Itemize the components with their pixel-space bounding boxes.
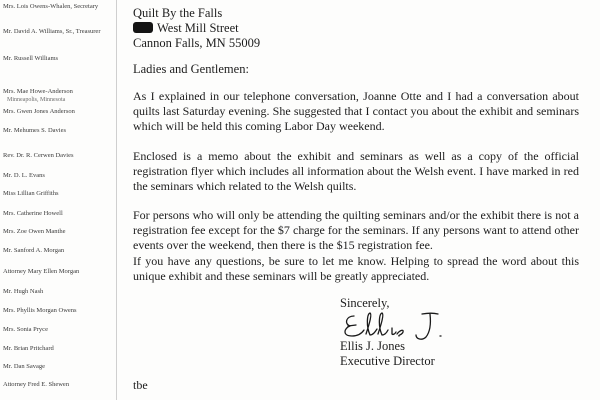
roster-entry: [3, 152, 113, 160]
roster-entry: [3, 210, 113, 218]
handwritten-signature: [340, 308, 450, 342]
roster-name: Mrs. Zoe Owen Manthe: [3, 228, 66, 235]
recipient-address: [133, 6, 260, 51]
roster-entry: [3, 28, 113, 36]
roster-entry: [3, 172, 113, 180]
roster-entry: [3, 345, 113, 353]
roster-name: Mrs. Gwen Jones Anderson: [3, 108, 75, 115]
roster-name: Mr. Mehumes S. Davies: [3, 127, 67, 134]
roster-entry: [3, 127, 113, 135]
roster-name: Mrs. Lois Owens-Whalen, Secretary: [3, 3, 99, 10]
roster-entry: [3, 55, 113, 63]
roster-name: Attorney Mary Ellen Morgan: [3, 268, 80, 275]
roster-name: Mrs. Mae Howe-Anderson: [3, 88, 73, 95]
roster-entry: [3, 268, 113, 276]
roster-name: Mrs. Sonia Pryce: [3, 326, 48, 333]
roster-entry: [3, 288, 113, 296]
roster-sub: Minneapolis, Minnesota: [7, 97, 66, 103]
roster-name: Mr. Brian Pritchard: [3, 345, 54, 352]
roster-entry: [3, 247, 113, 255]
roster-entry: [3, 307, 113, 315]
redaction-mark: [133, 22, 153, 33]
body-paragraph-1: As I explained in our telephone conversation, Joanne Otte and I had a conversation about quilts last Saturday evening. She suggested that I contact you about the exhibit and seminars which will be held this coming Labor Day weekend.: [133, 89, 579, 133]
signer-name: Ellis J. Jones: [340, 339, 405, 353]
roster-name: Mr. David A. Williams, Sr., Treasurer: [3, 28, 101, 35]
address-line-3: Cannon Falls, MN 55009: [133, 36, 261, 50]
salutation: Ladies and Gentlemen:: [133, 62, 249, 76]
body-paragraph-2: Enclosed is a memo about the exhibit and seminars as well as a copy of the official registration flyer which includes all information about the Welsh event. I have marked in red the seminars which related to the Welsh quilts.: [133, 149, 579, 193]
roster-name: Mr. Dan Savage: [3, 363, 46, 370]
roster-entry: [3, 108, 113, 116]
typist-initials: tbe: [133, 378, 148, 392]
signer-title: Executive Director: [340, 354, 435, 368]
roster-name: Mr. D. L. Evans: [3, 172, 45, 179]
roster-entry: [3, 326, 113, 334]
body-paragraph-3: For persons who will only be attending the quilting seminars and/or the exhibit there is not a registration fee except for the $7 charge for the seminars. If any persons want to attend other events over the weekend, then there is the $15 registration fee.: [133, 208, 579, 252]
address-line-2: West Mill Street: [157, 21, 239, 35]
roster-name: Rev. Dr. R. Cerwen Davies: [3, 152, 74, 159]
roster-entry: [3, 381, 113, 389]
roster-name: Miss Lillian Griffiths: [3, 190, 59, 197]
roster-divider: [116, 0, 117, 400]
closing: Sincerely,: [340, 296, 390, 310]
roster-name: Mr. Sanford A. Morgan: [3, 247, 65, 254]
roster-name: Attorney Fred E. Shewen: [3, 381, 70, 388]
roster-entry: [3, 88, 113, 104]
roster-name: Mrs. Catherine Howell: [3, 210, 63, 217]
roster-entry: [3, 363, 113, 371]
body-paragraph-4: If you have any questions, be sure to let me know. Helping to spread the word about this unique exhibit and these seminars will be greatly appreciated.: [133, 254, 579, 283]
roster-name: Mr. Russell Williams: [3, 55, 59, 62]
address-line-1: Quilt By the Falls: [133, 6, 223, 20]
roster-name: Mrs. Phyllis Morgan Owens: [3, 307, 77, 314]
address-line-2-wrapper: [133, 21, 260, 36]
roster-entry: [3, 228, 113, 236]
board-roster: [0, 0, 115, 400]
roster-entry: [3, 3, 113, 11]
roster-name: Mr. Hugh Nash: [3, 288, 44, 295]
roster-entry: [3, 190, 113, 198]
